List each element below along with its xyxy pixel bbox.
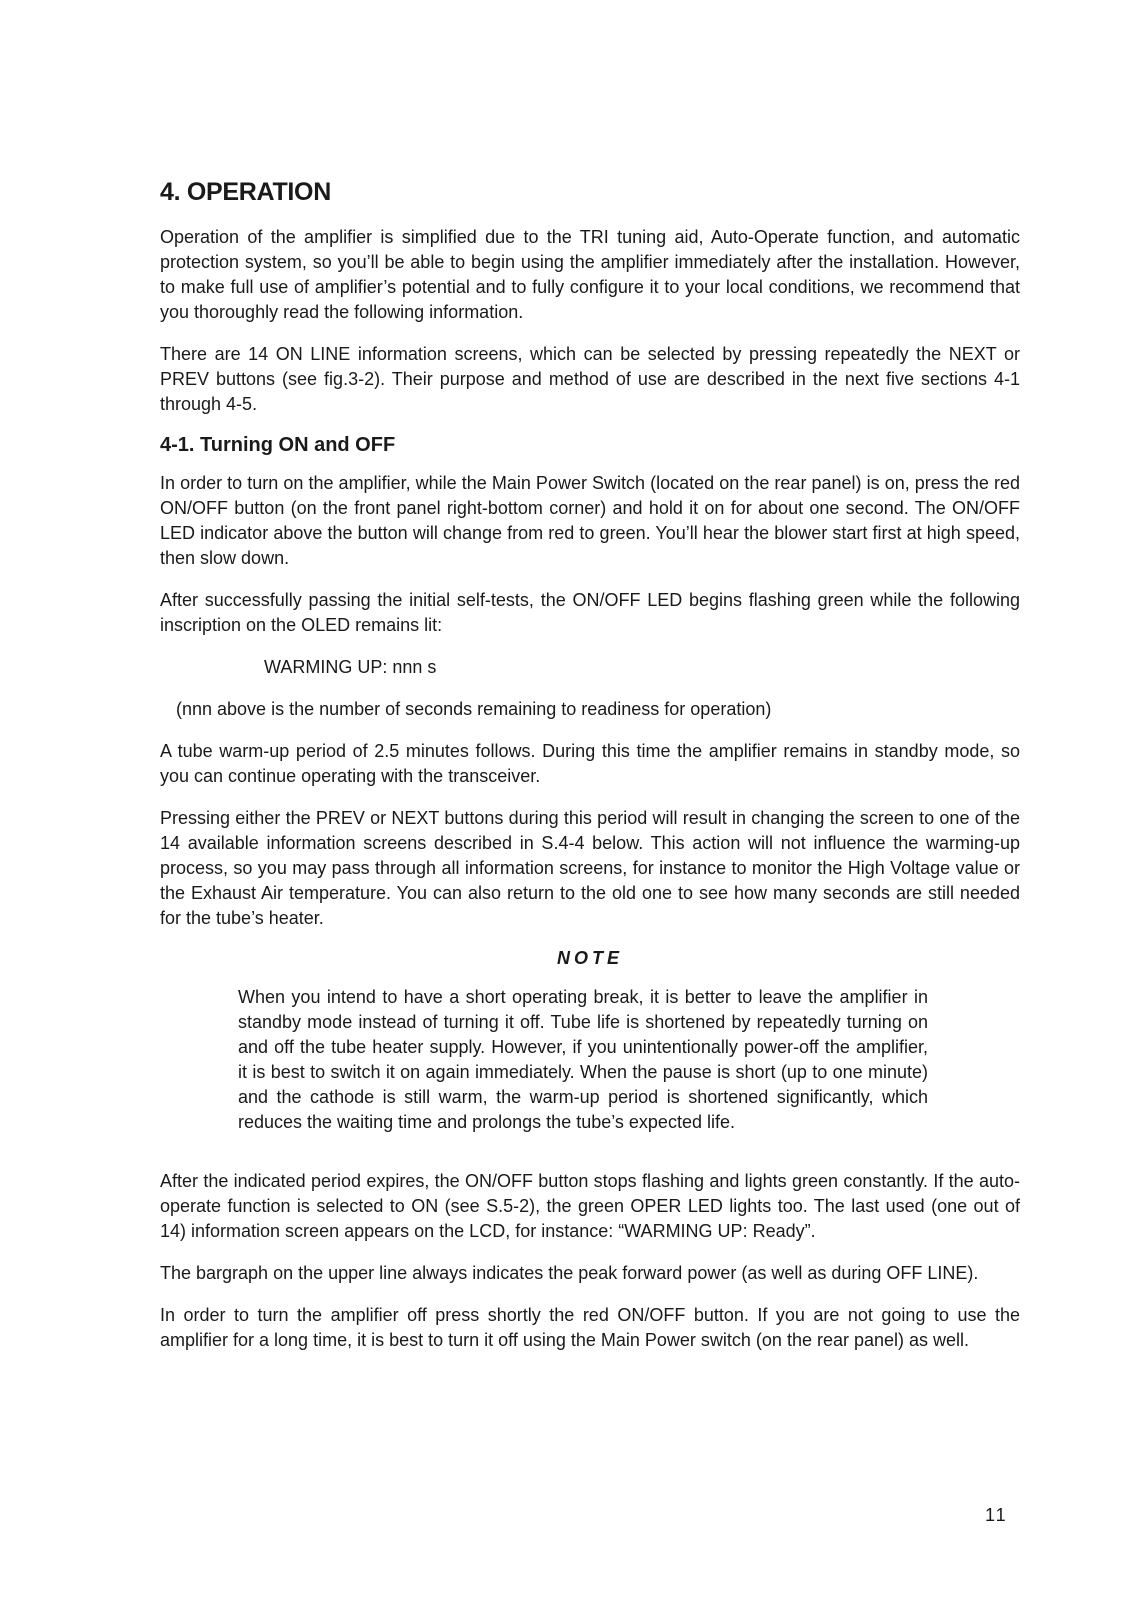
display-explanation: (nnn above is the number of seconds remaining to readiness for operation) <box>176 699 772 719</box>
intro-paragraph: There are 14 ON LINE information screens, which can be selected by pressing repeatedly the NEXT or PREV buttons (see fig.3-2). Their purpose and method of use are described in the next five sections 4-1 through 4-5. <box>160 344 1020 414</box>
note-text: When you intend to have a short operating break, it is better to leave the amplifier in standby mode instead of turning it off. Tube life is shortened by repeatedly turning on and off the tube heater supply. However, if you unintentionally power-off the amplifier, it is best to switch it on again immediately. When the pause is short (up to one minute) and the cathode is still warm, the warm-up period is shortened significantly, which reduces the waiting time and prolongs the tube’s expected life. <box>238 987 928 1132</box>
bargraph-paragraph: The bargraph on the upper line always indicates the peak forward power (as well as during OFF LINE). <box>160 1263 979 1283</box>
self-test-paragraph: After successfully passing the initial self-tests, the ON/OFF LED begins flashing green while the following inscription on the OLED remains lit: <box>160 590 1020 635</box>
turn-off-paragraph: In order to turn the amplifier off press shortly the red ON/OFF button. If you are not going to use the amplifier for a long time, it is best to turn it off using the Main Power switch (on the rear panel) as well. <box>160 1305 1020 1350</box>
section-title: 4. OPERATION <box>160 178 331 206</box>
turning-on-paragraph: In order to turn on the amplifier, while the Main Power Switch (located on the rear panel) is on, press the red ON/OFF button (on the front panel right-bottom corner) and hold it on for about one second. The ON/OFF LED indicator above the button will change from red to green. You’ll hear the blower start first at high speed, then slow down. <box>160 473 1020 568</box>
subsection-title: 4-1. Turning ON and OFF <box>160 434 396 456</box>
page-content <box>160 178 1020 1370</box>
warmup-paragraph: A tube warm-up period of 2.5 minutes follows. During this time the amplifier remains in standby mode, so you can continue operating with the transceiver. <box>160 741 1020 786</box>
note-box <box>238 985 928 1135</box>
page-number: 11 <box>985 1505 1008 1525</box>
note-heading: NOTE <box>556 948 623 968</box>
intro-paragraph: Operation of the amplifier is simplified due to the TRI tuning aid, Auto-Operate function, and automatic protection system, so you’ll be able to begin using the amplifier immediately after the installation. However, to make full use of amplifier’s potential and to fully configure it to your local conditions, we recommend that you thoroughly read the following information. <box>160 227 1020 322</box>
after-period-paragraph: After the indicated period expires, the ON/OFF button stops flashing and lights green constantly. If the auto-operate function is selected to ON (see S.5-2), the green OPER LED lights too. The last used (one out of 14) information screen appears on the LCD, for instance: “WARMING UP: Ready”. <box>160 1171 1020 1241</box>
screen-navigation-paragraph: Pressing either the PREV or NEXT buttons during this period will result in changing the screen to one of the 14 available information screens described in S.4-4 below. This action will not influence the warming-up process, so you may pass through all information screens, for instance to monitor the High Voltage value or the Exhaust Air temperature. You can also return to the old one to see how many seconds are still needed for the tube’s heater. <box>160 808 1020 928</box>
display-example: WARMING UP: nnn s <box>264 657 437 677</box>
